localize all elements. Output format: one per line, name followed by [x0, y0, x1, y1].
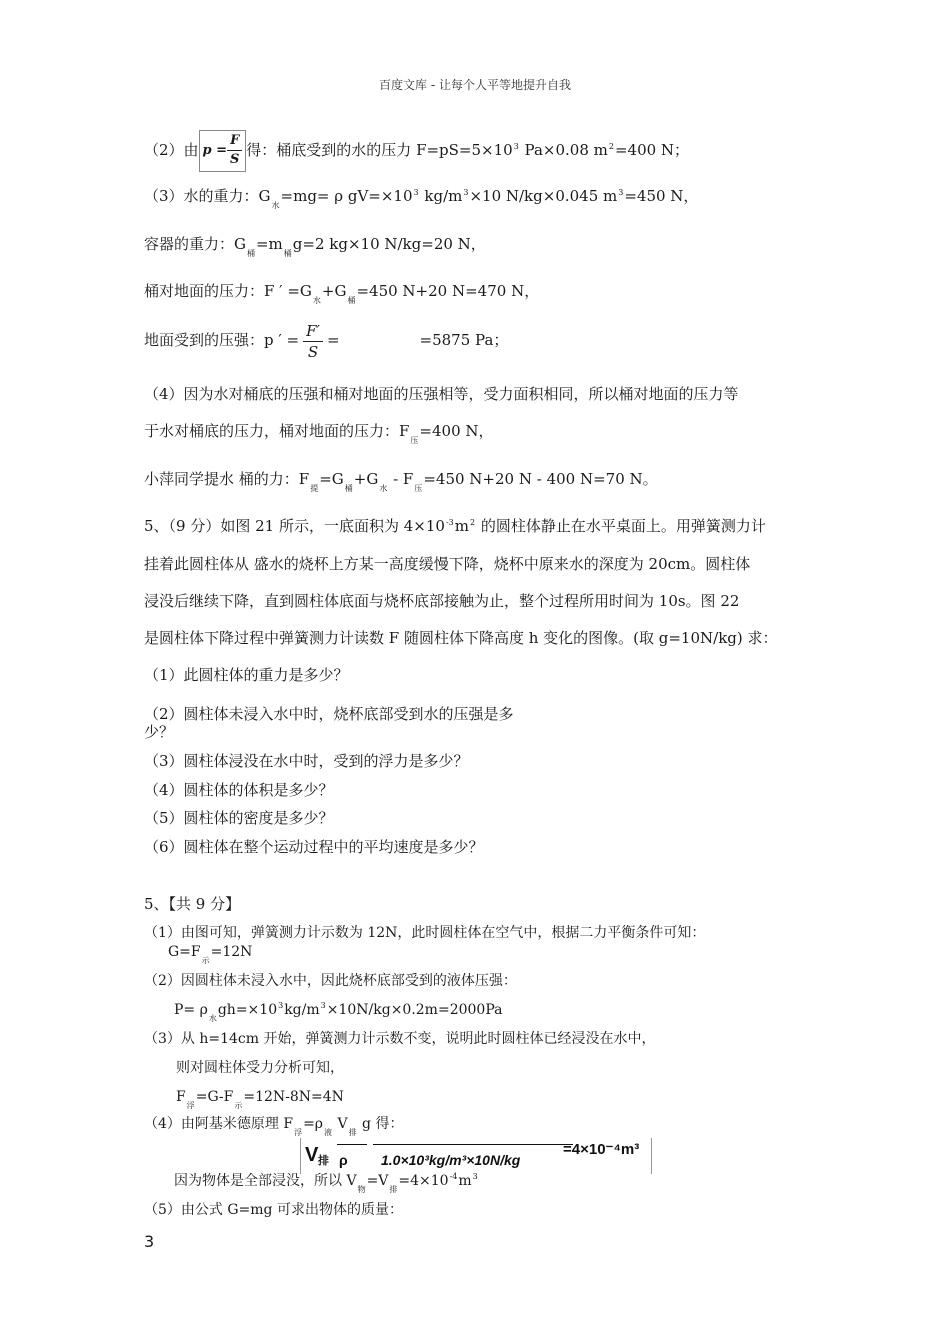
subscript: 水	[379, 484, 388, 493]
question-item-5: （5）圆柱体的密度是多少？	[144, 809, 334, 827]
line-3	[144, 186, 698, 209]
text: +G	[353, 470, 379, 488]
text: 小萍同学提水 桶的力：F	[144, 470, 310, 488]
img-sub: 排	[318, 1155, 329, 1167]
question-item-4: （4）圆柱体的体积是多少？	[144, 781, 334, 799]
fraction	[227, 132, 242, 169]
exponent: 3	[463, 188, 469, 197]
text: （2）由	[144, 141, 199, 159]
numerator: F	[227, 132, 242, 151]
subscript: 液	[324, 1128, 333, 1137]
text: F	[176, 1089, 186, 1105]
subscript: 示	[201, 956, 210, 965]
answer-line-3: （2）因圆柱体未浸入水中，因此烧杯底部受到的液体压强：	[144, 973, 517, 989]
formula-lhs: p =	[202, 143, 228, 158]
line-7: （4）因为水对桶底的压强和桶对地面的压强相等，受力面积相同，所以桶对地面的压力等	[144, 385, 739, 403]
text: 容器的重力：G	[144, 235, 246, 253]
question-item-2a: （2）圆柱体未浸入水中时，烧杯底部受到水的压强是多	[144, 705, 514, 723]
text: - F	[388, 470, 414, 488]
text: 地面受到的压强：p ′ =	[144, 331, 300, 349]
exponent: 3	[320, 1001, 326, 1010]
exponent: 3	[278, 1001, 284, 1010]
text: g 得：	[357, 1116, 404, 1132]
question-line-1	[144, 516, 766, 539]
text: kg/m	[284, 1002, 320, 1018]
fraction-bar	[337, 1144, 367, 1145]
answer-heading: 5、【共 9 分】	[144, 895, 241, 913]
subscript: 桶	[246, 249, 255, 258]
text: =400 N，	[419, 422, 494, 440]
text: 因为物体是全部浸没，所以 V	[174, 1173, 357, 1189]
subscript: 提	[310, 484, 319, 493]
question-item-6: （6）圆柱体在整个运动过程中的平均速度是多少？	[144, 838, 484, 856]
text: 的圆柱体静止在水平桌面上。用弹簧测力计	[476, 517, 766, 535]
subscript: 浮	[186, 1101, 195, 1110]
line-2	[144, 130, 689, 172]
exponent: -3	[445, 518, 454, 527]
subscript: 排	[348, 1128, 357, 1137]
subscript: 桶	[347, 296, 356, 305]
img-denominator: 1.0×10³kg/m³×10N/kg	[381, 1152, 521, 1168]
text: =ρ	[303, 1116, 324, 1132]
text: =12N-8N=4N	[243, 1089, 344, 1105]
text: =mg= ρ gV=×10	[280, 187, 413, 205]
text: +G	[321, 282, 347, 300]
subscript: 示	[234, 1101, 243, 1110]
formula-box	[199, 130, 247, 172]
subscript: 压	[410, 436, 419, 445]
text: =V	[366, 1173, 389, 1189]
answer-line-10: （5）由公式 G=mg 可求出物体的质量：	[144, 1202, 403, 1218]
subscript: 水	[271, 201, 280, 210]
text: 桶对地面的压力：F ′ =G	[144, 282, 312, 300]
answer-line-5: （3）从 h=14cm 开始，弹簧测力计示数不变，说明此时圆柱体已经浸没在水中，	[144, 1031, 656, 1047]
answer-line-1: （1）由图可知，弹簧测力计示数为 12N，此时圆柱体在空气中，根据二力平衡条件可知：	[144, 925, 706, 941]
answer-line-4	[174, 1000, 502, 1022]
answer-line-9	[174, 1171, 479, 1193]
subscript: 水	[208, 1014, 217, 1023]
question-line-3: 浸没后继续下降，直到圆柱体底面与烧杯底部接触为止，整个过程所用时间为 10s。图 22	[144, 592, 740, 610]
subscript: 压	[414, 484, 423, 493]
img-v: V	[305, 1144, 319, 1166]
text: Pa×0.08 m	[519, 141, 608, 159]
text: =G-F	[195, 1089, 234, 1105]
text: 5、（9 分）如图 21 所示，一底面积为 4×10	[144, 517, 445, 535]
exponent: 2	[608, 142, 614, 151]
fraction-bar	[373, 1144, 573, 1145]
text: P= ρ	[174, 1002, 208, 1018]
exponent: 3	[472, 1172, 478, 1181]
numerator: F′	[303, 321, 323, 342]
volume-formula-image	[300, 1138, 652, 1174]
exponent: 3	[413, 188, 419, 197]
line-4	[144, 234, 486, 257]
subscript: 桶	[344, 484, 353, 493]
line-8	[144, 421, 494, 444]
text: m	[458, 1173, 472, 1189]
text: =	[326, 331, 340, 349]
exponent: -4	[449, 1172, 458, 1181]
text: V	[333, 1116, 348, 1132]
exponent: 3	[513, 142, 519, 151]
text: kg/m	[419, 187, 463, 205]
subscript: 桶	[283, 249, 292, 258]
answer-line-7	[176, 1087, 344, 1109]
exponent: 2	[469, 518, 476, 527]
text: ×10N/kg×0.2m=2000Pa	[326, 1002, 503, 1018]
text: =450 N+20 N=470 N，	[356, 282, 540, 300]
text: m	[454, 517, 469, 535]
answer-line-6: 则对圆柱体受力分析可知，	[176, 1060, 344, 1076]
text: =4×10	[398, 1173, 449, 1189]
question-item-3: （3）圆柱体浸没在水中时，受到的浮力是多少？	[144, 752, 469, 770]
text: ×10 N/kg×0.045 m	[469, 187, 618, 205]
question-line-4: 是圆柱体下降过程中弹簧测力计读数 F 随圆柱体下降高度 h 变化的图像。(取 g=10N/kg) 求：	[144, 629, 778, 647]
question-item-1: （1）此圆柱体的重力是多少？	[144, 666, 349, 684]
answer-line-2	[168, 942, 252, 964]
subscript: 浮	[294, 1128, 303, 1137]
text: =450 N+20 N - 400 N=70 N。	[423, 470, 658, 488]
text: =400 N；	[614, 141, 690, 159]
text: =12N	[210, 944, 253, 960]
fraction	[303, 321, 323, 362]
page-header: 百度文库 - 让每个人平等地提升自我	[379, 78, 571, 92]
exponent: 3	[618, 188, 624, 197]
text: （4）由阿基米德原理 F	[144, 1116, 294, 1132]
text: （3）水的重力：G	[144, 187, 271, 205]
question-item-2b: 少？	[144, 723, 175, 741]
page-number: 3	[144, 1232, 155, 1251]
text: gh=×10	[217, 1002, 278, 1018]
img-rho: ρ	[339, 1152, 348, 1168]
text: g=2 kg×10 N/kg=20 N，	[292, 235, 486, 253]
answer-line-8	[144, 1114, 403, 1136]
text: 于水对桶底的压力，桶对地面的压力：F	[144, 422, 410, 440]
text: =5875 Pa；	[419, 331, 509, 349]
subscript: 水	[312, 296, 321, 305]
line-6	[144, 320, 508, 362]
text: 得：桶底受到的水的压力 F=pS=5×10	[246, 141, 513, 159]
text: =450 N，	[624, 187, 699, 205]
denominator: S	[307, 342, 319, 361]
text: =G	[319, 470, 344, 488]
text: G=F	[168, 944, 201, 960]
subscript: 排	[389, 1185, 398, 1194]
text: =m	[255, 235, 283, 253]
line-9	[144, 469, 658, 492]
subscript: 物	[357, 1185, 366, 1194]
question-line-2: 挂着此圆柱体从 盛水的烧杯上方某一高度缓慢下降，烧杯中原来水的深度为 20cm。圆柱体	[144, 555, 751, 573]
denominator: S	[229, 152, 240, 167]
img-result: =4×10⁻⁴m³	[563, 1141, 640, 1158]
line-5	[144, 281, 539, 304]
